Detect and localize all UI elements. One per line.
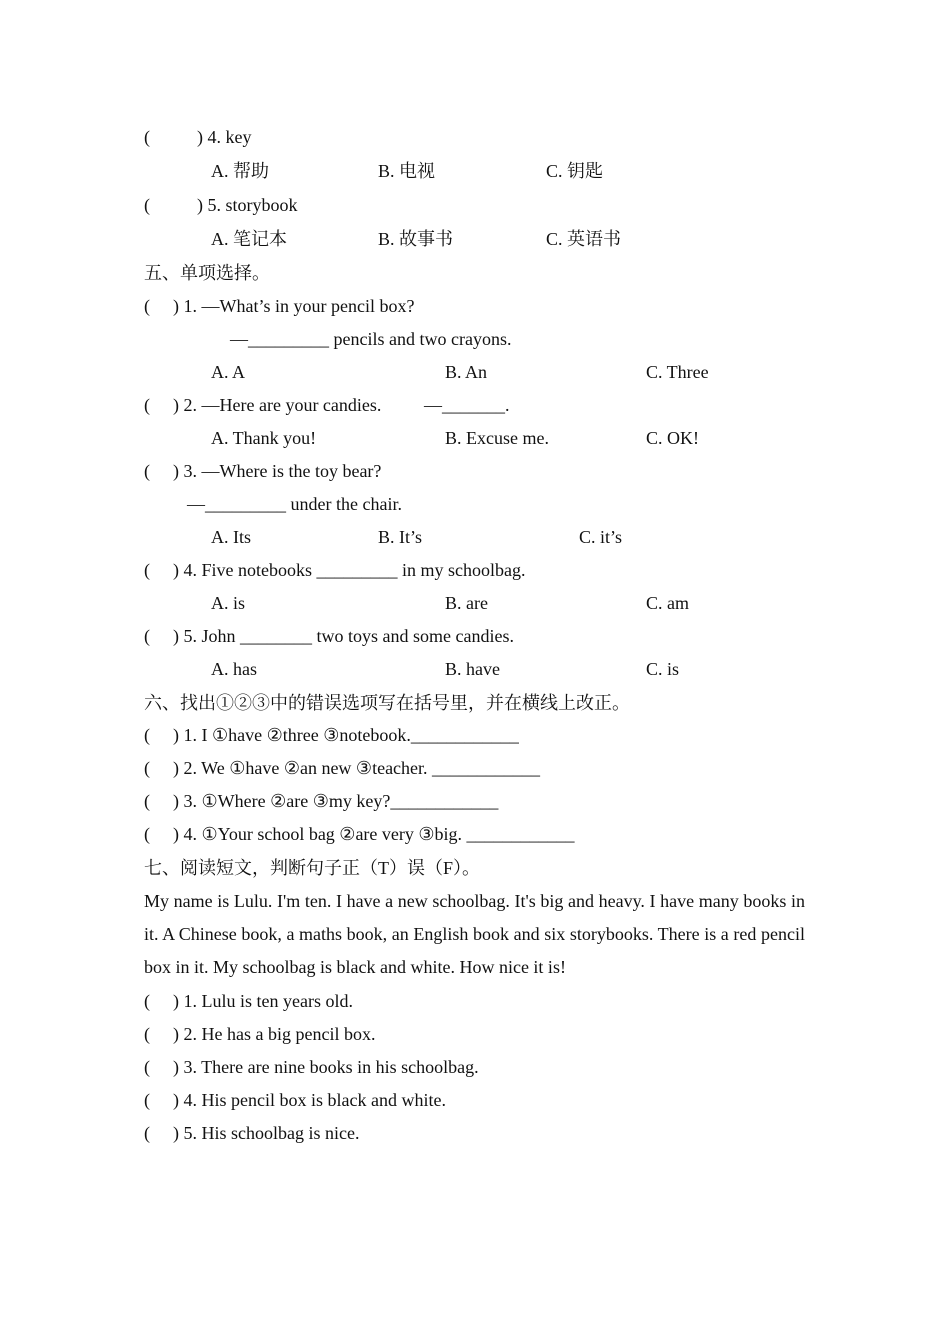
question-5-text: ) 5. John ________ two toys and some candies. [173, 626, 514, 646]
option-b: B. It’s [378, 527, 423, 547]
option-b: B. An [445, 362, 488, 382]
option-a: A. is [211, 593, 246, 613]
answer-paren[interactable]: ( [144, 560, 150, 580]
question-2-text: ) 2. —Here are your candies. [173, 395, 382, 415]
option-a: A. 帮助 [211, 161, 269, 181]
section-7-heading: 七、阅读短文，判断句子正（T）误（F）。 [144, 858, 481, 878]
question-2-reply: —_______. [424, 395, 510, 415]
option-b: B. are [445, 593, 488, 613]
reading-passage: My name is Lulu. I'm ten. I have a new schoolbag. It's big and heavy. I have many books in it. A Chinese book, a maths book, an English book and six storybooks. There is a red pencil box in it. My schoolbag is black and white. How nice it is! [144, 891, 805, 977]
question-5-text: ) 5. storybook [197, 195, 298, 215]
answer-paren[interactable]: ( [144, 824, 150, 844]
option-b: B. have [445, 659, 500, 679]
option-c: C. 英语书 [546, 229, 622, 249]
judge-item-text: ) 5. His schoolbag is nice. [173, 1123, 360, 1143]
option-a: A. A [211, 362, 246, 382]
answer-paren[interactable]: ( [144, 395, 150, 415]
option-a: A. Thank you! [211, 428, 317, 448]
judge-item-text: ) 3. There are nine books in his schoolbag. [173, 1057, 479, 1077]
error-item-text: ) 3. ①Where ②are ③my key?____________ [173, 791, 499, 811]
error-item-text: ) 4. ①Your school bag ②are very ③big. ____________ [173, 824, 575, 844]
option-c: C. 钥匙 [546, 161, 604, 181]
judge-item-text: ) 2. He has a big pencil box. [173, 1024, 376, 1044]
question-1-text: ) 1. —What’s in your pencil box? [173, 296, 415, 316]
answer-paren[interactable]: ( [144, 195, 150, 215]
answer-paren[interactable]: ( [144, 758, 150, 778]
option-c: C. Three [646, 362, 709, 382]
answer-paren[interactable]: ( [144, 461, 150, 481]
question-1-reply: —_________ pencils and two crayons. [230, 329, 512, 349]
option-c: C. is [646, 659, 680, 679]
error-item-text: ) 2. We ①have ②an new ③teacher. ____________ [173, 758, 541, 778]
answer-paren[interactable]: ( [144, 1123, 150, 1143]
option-a: A. Its [211, 527, 251, 547]
answer-paren[interactable]: ( [144, 1024, 150, 1044]
answer-paren[interactable]: ( [144, 296, 150, 316]
option-b: B. Excuse me. [445, 428, 549, 448]
answer-paren[interactable]: ( [144, 1057, 150, 1077]
answer-paren[interactable]: ( [144, 626, 150, 646]
question-3-text: ) 3. —Where is the toy bear? [173, 461, 382, 481]
question-3-reply: —_________ under the chair. [187, 494, 402, 514]
judge-item-text: ) 1. Lulu is ten years old. [173, 991, 353, 1011]
answer-paren[interactable]: ( [144, 991, 150, 1011]
judge-item-text: ) 4. His pencil box is black and white. [173, 1090, 446, 1110]
option-c: C. am [646, 593, 689, 613]
option-a: A. 笔记本 [211, 229, 287, 249]
answer-paren[interactable]: ( [144, 725, 150, 745]
option-b: B. 故事书 [378, 229, 454, 249]
option-c: C. OK! [646, 428, 699, 448]
option-b: B. 电视 [378, 161, 436, 181]
option-a: A. has [211, 659, 257, 679]
question-4-text: ) 4. Five notebooks _________ in my schoolbag. [173, 560, 526, 580]
option-c: C. it’s [579, 527, 623, 547]
answer-paren[interactable]: ( [144, 127, 150, 147]
error-item-text: ) 1. I ①have ②three ③notebook.____________ [173, 725, 519, 745]
answer-paren[interactable]: ( [144, 791, 150, 811]
answer-paren[interactable]: ( [144, 1090, 150, 1110]
question-4-text: ) 4. key [197, 127, 252, 147]
section-6-heading: 六、找出①②③中的错误选项写在括号里，并在横线上改正。 [144, 693, 630, 713]
section-5-heading: 五、单项选择。 [144, 263, 270, 283]
